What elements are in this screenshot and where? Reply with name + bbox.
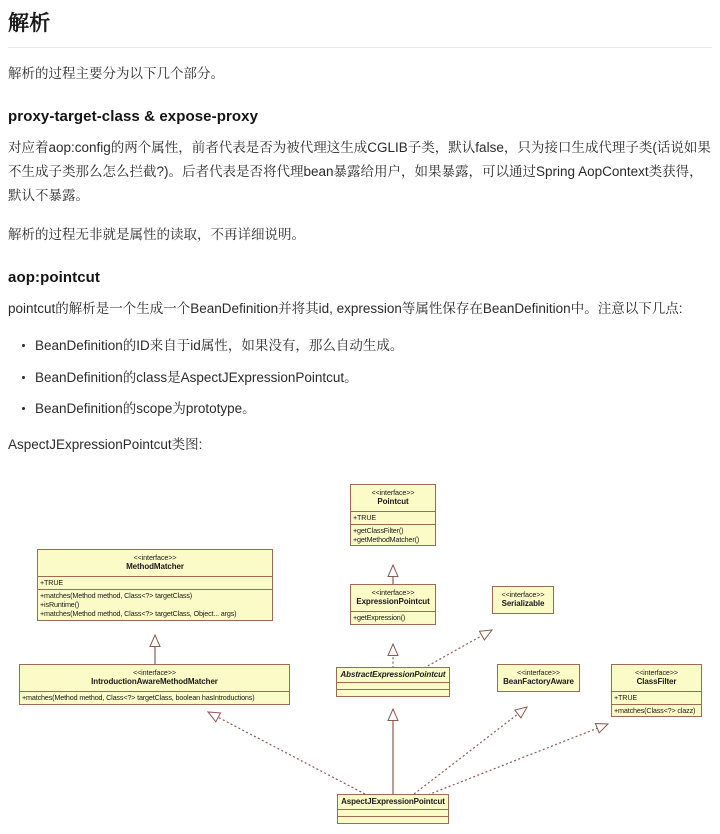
uml-class-diagram xyxy=(0,472,720,834)
uml-class-serializable[interactable] xyxy=(492,586,554,614)
pointcut-notes-list xyxy=(8,336,712,419)
section1-paragraph-1: 对应着aop:config的两个属性，前者代表是否为被代理这生成CGLIB子类，默认false，只为接口生成代理子类(话说如果不生成子类那么怎么拦截?)。后者代表是否将代理bean暴露给用户，如果暴露，可以通过Spring AopContext类获得，默认不暴露。 xyxy=(8,140,711,204)
uml-methods-compartment xyxy=(38,589,272,620)
uml-class-classfilter[interactable] xyxy=(611,664,702,717)
uml-methods-compartment xyxy=(351,524,435,546)
uml-class-header xyxy=(612,665,701,691)
uml-attribute: +TRUE xyxy=(614,693,638,703)
uml-class-header xyxy=(493,587,553,613)
uml-class-header xyxy=(498,665,579,691)
uml-class-name: MethodMatcher xyxy=(126,562,184,572)
relation-aspectj-to-introductionaware xyxy=(208,712,365,794)
uml-class-beanfactoryaware[interactable] xyxy=(497,664,580,692)
intro-paragraph: 解析的过程主要分为以下几个部分。 xyxy=(8,66,224,82)
uml-class-name: Pointcut xyxy=(377,497,409,507)
uml-stereotype: <<interface>> xyxy=(371,588,415,598)
uml-class-expressionpointcut[interactable] xyxy=(350,584,436,624)
uml-attributes-compartment xyxy=(38,576,272,588)
uml-stereotype: <<interface>> xyxy=(501,590,545,600)
uml-class-header xyxy=(351,585,435,611)
uml-method: +getExpression() xyxy=(353,613,406,623)
uml-methods-compartment xyxy=(20,691,289,703)
uml-class-name: AbstractExpressionPointcut xyxy=(340,670,446,680)
uml-attributes-compartment xyxy=(351,511,435,523)
uml-method: +isRuntime() xyxy=(40,599,80,609)
list-item: BeanDefinition的ID来自于id属性，如果没有，那么自动生成。 xyxy=(35,336,712,356)
uml-class-name: IntroductionAwareMethodMatcher xyxy=(91,677,218,687)
uml-class-aspectjexpressionpointcut[interactable] xyxy=(337,794,449,824)
uml-attributes-compartment xyxy=(338,809,448,816)
uml-class-methodmatcher[interactable] xyxy=(37,549,273,620)
uml-attributes-compartment xyxy=(612,691,701,703)
uml-method: +matches(Method method, Class<?> targetClass) xyxy=(40,590,193,600)
relation-aspectj-to-classfilter xyxy=(420,724,608,798)
uml-methods-compartment xyxy=(612,704,701,716)
title-divider xyxy=(8,47,712,48)
uml-methods-compartment xyxy=(338,816,448,823)
uml-attributes-compartment xyxy=(337,682,449,689)
uml-stereotype: <<interface>> xyxy=(516,668,561,678)
uml-class-name: Serializable xyxy=(501,599,545,609)
diagram-caption: AspectJExpressionPointcut类图: xyxy=(8,437,203,453)
uml-stereotype: <<interface>> xyxy=(133,553,177,563)
uml-class-name: ClassFilter xyxy=(636,677,677,687)
page-title: 解析 xyxy=(8,12,51,35)
uml-methods-compartment xyxy=(337,689,449,696)
uml-method: +getClassFilter() xyxy=(353,525,404,535)
uml-attribute: +TRUE xyxy=(40,578,64,588)
section2-paragraph-1: pointcut的解析是一个生成一个BeanDefinition并将其id, expression等属性保存在BeanDefinition中。注意以下几点: xyxy=(8,301,683,317)
relation-abstractexpressionpointcut-to-serializable xyxy=(424,630,492,668)
list-item: BeanDefinition的scope为prototype。 xyxy=(35,399,712,419)
uml-class-pointcut[interactable] xyxy=(350,484,436,546)
uml-methods-compartment xyxy=(351,611,435,623)
uml-method: +matches(Method method, Class<?> targetClass, Object... args) xyxy=(40,609,237,619)
uml-class-header xyxy=(338,795,448,809)
section-heading-proxy-target-class: proxy-target-class & expose-proxy xyxy=(8,108,259,126)
uml-class-header xyxy=(337,668,449,682)
uml-method: +matches(Class<?> clazz) xyxy=(614,705,696,715)
uml-class-name: AspectJExpressionPointcut xyxy=(341,797,445,807)
uml-class-header xyxy=(20,665,289,691)
uml-class-name: ExpressionPointcut xyxy=(356,597,430,607)
uml-class-introductionawaremethodmatcher[interactable] xyxy=(19,664,290,704)
uml-class-name: BeanFactoryAware xyxy=(503,677,574,687)
uml-method: +matches(Method method, Class<?> targetClass, boolean hasIntroductions) xyxy=(22,693,255,703)
uml-stereotype: <<interface>> xyxy=(634,668,679,678)
section-heading-aop-pointcut: aop:pointcut xyxy=(8,269,101,287)
uml-stereotype: <<interface>> xyxy=(371,488,415,498)
section1-paragraph-2: 解析的过程无非就是属性的读取，不再详细说明。 xyxy=(8,227,305,243)
uml-class-header xyxy=(351,485,435,511)
uml-method: +getMethodMatcher() xyxy=(353,534,420,544)
uml-class-abstractexpressionpointcut[interactable] xyxy=(336,667,450,697)
uml-class-header xyxy=(38,550,272,576)
relation-aspectj-to-beanfactoryaware xyxy=(414,707,527,794)
uml-attribute: +TRUE xyxy=(353,513,377,523)
list-item: BeanDefinition的class是AspectJExpressionPointcut。 xyxy=(35,368,712,388)
uml-stereotype: <<interface>> xyxy=(132,668,177,678)
